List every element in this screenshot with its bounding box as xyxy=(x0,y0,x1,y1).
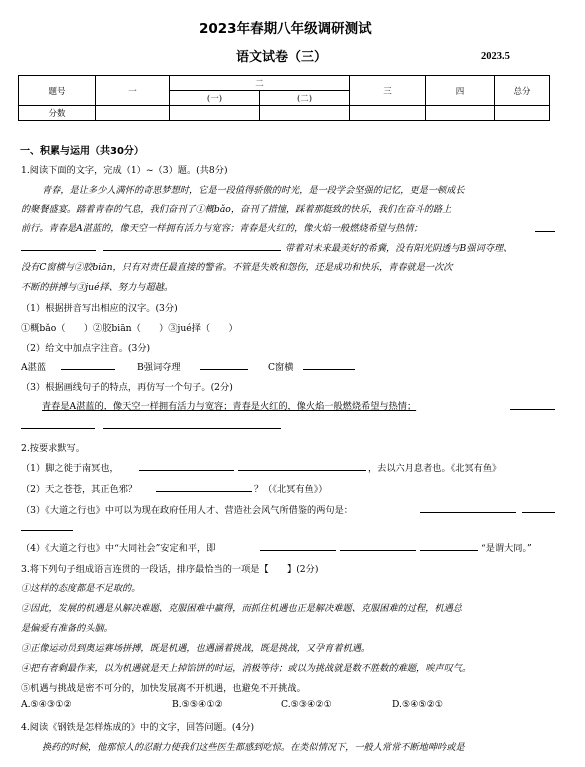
score-table-header-part3: 三 xyxy=(350,76,426,106)
answer-line[interactable] xyxy=(522,512,555,513)
score-table-sub2: (二) xyxy=(260,91,350,106)
answer-line[interactable] xyxy=(535,231,555,232)
score-table-header-total: 总分 xyxy=(495,76,550,106)
q3-option-b: B.⑤⑤④①② xyxy=(172,699,223,710)
answer-line[interactable] xyxy=(156,491,252,492)
answer-line[interactable] xyxy=(420,512,516,513)
subquestion: （2）给文中加点字注音。(3分) xyxy=(21,343,151,354)
passage-line: 带着对未来最美好的希冀，没有阳光阴透与B强词夺理、 xyxy=(285,243,513,254)
underlined-sentence: 青春是A湛蓝的，像天空一样拥有活力与宽容；青春是火红的，像火焰一般燃烧希望与热情； xyxy=(42,401,417,412)
q3-stem: 3.将下列句子组成语言连贯的一段话，排序最恰当的一项是【 】(2分) xyxy=(21,564,319,575)
q3-option-d: D.⑤④⑤②① xyxy=(392,699,444,710)
answer-line[interactable] xyxy=(420,550,478,551)
exam-date: 2023.5 xyxy=(481,51,510,62)
q3-sentence: 是偏爱有准备的头脑。 xyxy=(21,623,113,634)
passage-line: 前行。青春是A湛蓝的，像天空一样拥有活力与宽容；青春是火红的，像火焰一般燃烧希望与热情； xyxy=(21,223,423,234)
answer-line[interactable] xyxy=(21,250,96,251)
score-cell[interactable] xyxy=(96,106,170,121)
passage-line: 不断的拼搏与③jué择、努力与超越。 xyxy=(21,282,174,293)
score-cell[interactable] xyxy=(170,106,260,121)
passage-line: 的聚餐盛宴。踏着青春的气息，我们奋刊了①概bǎo，奋刊了措憧，踩着那挺致的快乐，我们在奋斗的路上 xyxy=(21,204,452,215)
answer-line[interactable] xyxy=(21,428,95,429)
subquestion-items: ①概bǎo（ ）②胶biān（ ）③jué择（ ） xyxy=(21,323,238,334)
exam-title: 2023年春期八年级调研测试 xyxy=(199,21,372,37)
q4-stem: 4.阅读《钢铁是怎样炼成的》中的文字，回答问题。(4分) xyxy=(21,722,255,733)
q2-item: ？（《北冥有鱼》） xyxy=(254,484,328,495)
paper-subtitle: 语文试卷（三） xyxy=(236,50,328,65)
answer-line[interactable] xyxy=(303,369,355,370)
score-cell[interactable] xyxy=(495,106,550,121)
answer-line[interactable] xyxy=(103,250,281,251)
option-a: A湛蓝 xyxy=(21,362,47,373)
option-c: C窗横 xyxy=(268,362,294,373)
answer-line[interactable] xyxy=(21,530,73,531)
option-b: B强词夺理 xyxy=(137,362,181,373)
q3-sentence: ③正像运动员到奥运赛场拼搏，既是机遇，也遇涵着挑战，既是挑战，又孕育着机遇。 xyxy=(21,643,371,654)
score-cell[interactable] xyxy=(260,106,350,121)
q3-sentence: ⑤机遇与挑战是密不可分的，加快发展离不开机遇，也避免不开挑战。 xyxy=(21,683,306,694)
subquestion: （3）根据画线句子的特点，再仿写一个句子。(2分) xyxy=(21,382,233,393)
score-table xyxy=(18,75,550,121)
passage-line: 青春，是让多少人满怀的奇思梦想时，它是一段值得骄傲的时光，是一段学会坚强的记忆，更是一顿成长 xyxy=(42,185,465,196)
score-table-score-label: 分数 xyxy=(19,106,96,121)
score-table-header-part2: 二 xyxy=(170,76,350,91)
q3-sentence: ①这样的态度都是不足取的。 xyxy=(21,583,141,594)
answer-line[interactable] xyxy=(61,369,115,370)
score-table-header-part4: 四 xyxy=(426,76,495,106)
answer-line[interactable] xyxy=(260,550,336,551)
score-cell[interactable] xyxy=(350,106,426,121)
q2-item: （3）《大道之行也》中可以为现在政府任用人才、营造社会风气所借鉴的两句是： xyxy=(21,505,353,516)
q1-stem: 1.阅读下面的文字，完成（1）~（3）题。(共8分) xyxy=(21,165,228,176)
q2-item: （2）天之苍苍，其正色邪？ xyxy=(21,484,138,495)
q2-item: （4）《大道之行也》中“大同社会”安定和平，即 xyxy=(21,543,216,554)
q3-sentence: ④把有者剩最作来，以为机遇就是天上掉馅饼的时运，消极等待；或以为挑战就是数不胜数的难题，唉声叹气。 xyxy=(21,663,472,674)
q2-item: “是谓大同。” xyxy=(481,543,532,554)
answer-line[interactable] xyxy=(340,550,416,551)
q2-stem: 2.按要求默写。 xyxy=(21,443,85,454)
score-cell[interactable] xyxy=(426,106,495,121)
score-table-header-item: 题号 xyxy=(19,76,96,106)
answer-line[interactable] xyxy=(238,470,366,471)
section1-heading: 一、积累与运用（共30分） xyxy=(20,146,144,157)
q3-option-c: C.⑤③④②① xyxy=(281,699,332,710)
q2-item: （1）脚之徙于南冥也， xyxy=(21,463,119,474)
q3-sentence: ②因此，发展的机遇是从解决难题、克服困难中赢得，而抓住机遇也正是解决难题、克服困难的过程，机遇总 xyxy=(21,603,462,614)
answer-line[interactable] xyxy=(139,470,234,471)
score-table-sub1: (一) xyxy=(170,91,260,106)
answer-line[interactable] xyxy=(510,409,555,410)
score-table-header-part1: 一 xyxy=(96,76,170,106)
q3-option-a: A.⑤④③①② xyxy=(21,699,72,710)
answer-line[interactable] xyxy=(103,428,281,429)
q4-passage-line: 换药的时候，他那惊人的忍耐力使我们这些医生都感到吃惊。在类似情况下，一般人常常不断地呻吟或是 xyxy=(42,742,465,753)
q2-item: ，去以六月息者也。《北冥有鱼》 xyxy=(368,463,502,474)
passage-line: 没有C窗横与②胶biān，只有对责任最直接的警省。不管是失败和怨伤，还是成功和快乐，青春就是一次次 xyxy=(21,262,453,273)
answer-line[interactable] xyxy=(200,369,248,370)
subquestion: （1）根据拼音写出相应的汉字。(3分) xyxy=(21,303,178,314)
